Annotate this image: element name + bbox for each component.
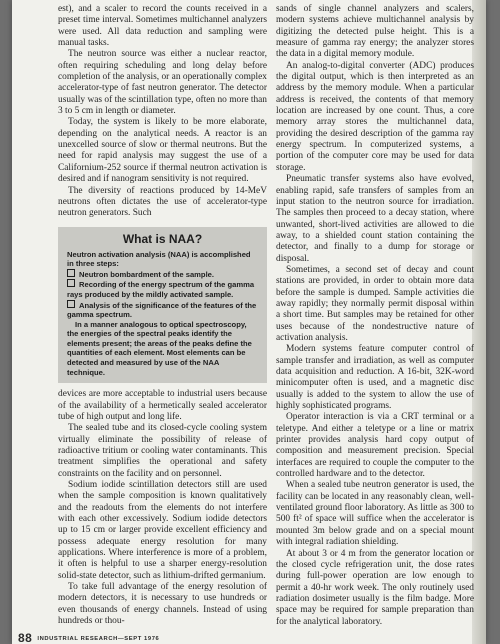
sidebar-what-is-naa (58, 227, 267, 384)
paragraph: est), and a scaler to record the counts received in a preset time interval. Sometimes multichannel analyzers were used. All data reduction and sampling were manual tasks. (58, 4, 267, 49)
paragraph: To take full advantage of the energy resolution of modern detectors, it is necessary to use hundreds or even thousands of energy channels. Instead of using hundreds or thou- (58, 582, 267, 627)
paragraph: Sometimes, a second set of decay and count stations are provided, in order to obtain more data before the sample is dumped. Sample activities die away rapidly; they normally permit disposal within a short time. But samples may be retained for other uses because of the nondestructive nature of activation analysis. (276, 264, 474, 343)
paragraph: sands of single channel analyzers and scalers, modern systems achieve multichannel analysis by digitizing the detected pulse height. This is a measure of gamma ray energy; the analyzer stores the data in a digital memory module. (276, 4, 474, 60)
paragraph: The neutron source was either a nuclear reactor, often requiring scheduling and long delay before completion of the analysis, or an operationally complex accelerator-type of fast neutron generator. The detector usually was of the scintillation type, often no more than 3 to 5 cm in length or diameter. (58, 49, 267, 117)
paragraph: The diversity of reactions produced by 14-MeV neutrons often dictates the use of accelerator-type neutron generators. Such (58, 185, 267, 219)
paragraph: When a sealed tube neutron generator is used, the facility can be located in any reasonably clean, well-ventilated ground floor laboratory. As little as 300 to 500 ft² of space will suffice when the accelerator is mounted 3m below grade and on a special mount with integral radiation shielding. (276, 480, 474, 548)
sidebar-step (67, 279, 258, 299)
checkbox-square-icon (67, 279, 75, 287)
right-text-column (276, 4, 474, 628)
sidebar-title: What is NAA? (122, 231, 203, 246)
sidebar-intro: Neutron activation analysis (NAA) is accomplished in three steps: (67, 249, 251, 269)
paragraph: The sealed tube and its closed-cycle cooling system virtually eliminate the possibility of release of radioactive tritium or cooling water contaminants. This treatment simplifies the operational and safety constraints on the facility and on personnel. (58, 423, 267, 479)
paragraph: An analog-to-digital converter (ADC) produces the digital output, which is then interpreted as an address by the memory module. When a particular address is received, the contents of that memory location are increased by one count. Thus, a core memory array stores the multichannel data, providing the desired description of the gamma ray energy spectrum. In computerized systems, a portion of the computer core may be used for data storage. (276, 60, 474, 173)
publication-line: INDUSTRIAL RESEARCH—SEPT 1976 (37, 636, 160, 642)
paragraph: Pneumatic transfer systems also have evolved, enabling rapid, safe transfers of samples from an input station to the neutron source for irradiation. The samples then proceed to a decay station, where unwanted, short-lived activities are allowed to die away, to a shielded count station containing the detector, and finally to a dump for storage or disposal. (276, 174, 474, 264)
checkbox-square-icon (67, 300, 75, 308)
paragraph: At about 3 or 4 m from the generator location or the closed cycle refrigeration unit, the dose rates during full-power operation are low enough to permit a 40-hr work week. The only routinely used radiation dosimeter usually is the film badge. More space may be required for sample preparation than for the analytical laboratory. (276, 548, 474, 627)
sidebar-step-text: Analysis of the significance of the features of the gamma spectrum. (67, 300, 257, 320)
sidebar-step-text: Recording of the energy spectrum of the gamma rays produced by the mildly activated sample. (67, 280, 255, 299)
paragraph: Today, the system is likely to be more elaborate, depending on the analytical needs. A reactor is an unexcelled source of slow or thermal neutrons. But the need for rapid analysis may suggest the use of a Californium-252 source if thermal neutron activation is desired and if nanogram sensitivity is not required. (58, 117, 267, 185)
paragraph: Operator interaction is via a CRT terminal or a teletype. And either a teletype or a line or matrix printer provides analysis hard copy output of composition and measurement precision. Special interfaces are required to couple the computer to the controlled hardware and to the detector. (276, 412, 474, 480)
page-edge-shadow (472, 0, 486, 644)
sidebar-step (67, 300, 258, 320)
paragraph: Sodium iodide scintillation detectors still are used when the sample composition is known qualitatively and the readouts from the elements do not interfere with each other excessively. Sodium iodide detectors up to 15 cm or larger provide excellent efficiency and possess adequate energy resolution for many applications. Where interference is more of a problem, it often is helpful to use a sharper energy-resolution solid-state detector, such as lithium-drifted germanium. (58, 480, 267, 581)
paragraph: Modern systems feature computer control of sample transfer and irradiation, as well as computer data acquisition and reduction. A 16-bit, 32K-word minicomputer often is used, and a magnetic disc usually is added to the system to allow the use of highly sophisticated programs. (276, 344, 474, 412)
page-footer (18, 629, 159, 644)
left-text-column (58, 4, 267, 627)
magazine-page (12, 0, 486, 644)
sidebar-step-text: Neutron bombardment of the sample. (79, 269, 215, 279)
checkbox-square-icon (67, 269, 75, 277)
page-number: 88 (18, 631, 33, 644)
sidebar-step (67, 269, 258, 280)
paragraph: devices are more acceptable to industrial users because of the availability of a hermetically sealed accelerator tube of high output and long life. (58, 389, 267, 422)
sidebar-closing: In a manner analogous to optical spectroscopy, the energies of the spectral peaks identify the elements present; the areas of the peaks define the quantities of each element. Most elements can be detected and measured by use of the NAA technique. (67, 319, 252, 377)
